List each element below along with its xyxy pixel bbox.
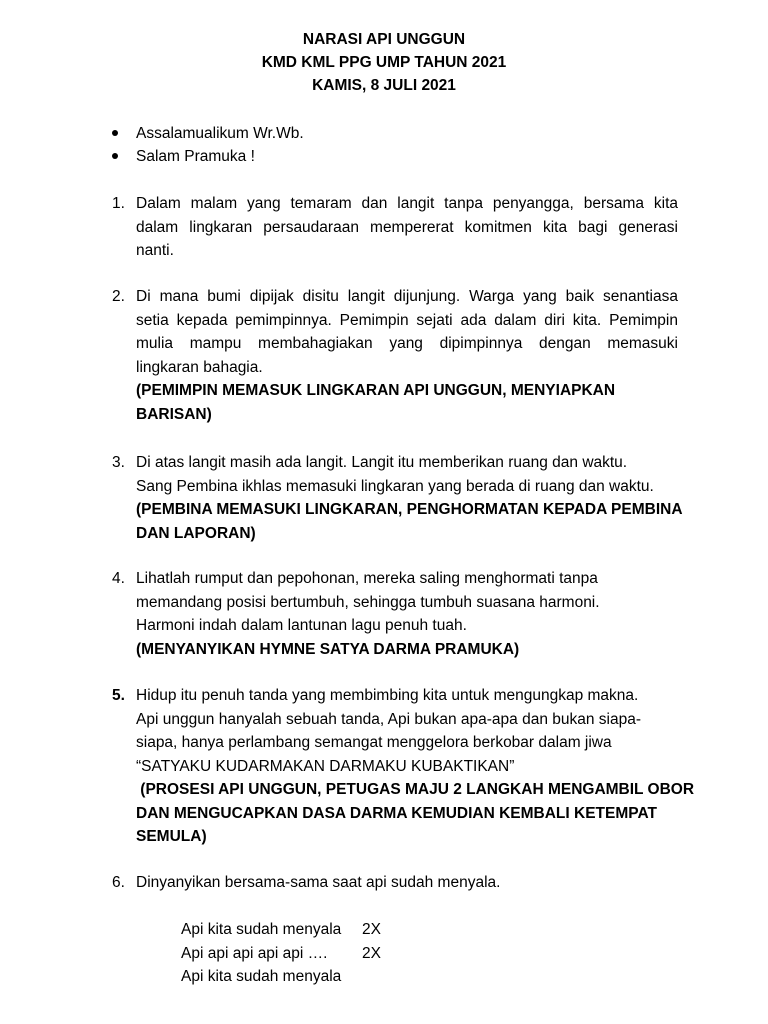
song-lyrics: [181, 918, 381, 989]
narration-line: dalam lingkaran persaudaraan mempererat komitmen kita bagi generasi: [136, 218, 678, 236]
item-body: [136, 285, 678, 426]
list-item: [112, 145, 672, 168]
bullet-icon: [112, 153, 118, 159]
stage-instruction: (MENYANYIKAN HYMNE SATYA DARMA PRAMUKA): [136, 640, 520, 658]
narration-line: Harmoni indah dalam lantunan lagu penuh tuah.: [136, 617, 467, 634]
lyric-text: Api api api api api ….: [181, 944, 328, 962]
narration-line: Di atas langit masih ada langit. Langit itu memberikan ruang dan waktu.: [136, 454, 628, 471]
narration-line: nanti.: [136, 242, 174, 259]
lyric-text: Api kita sudah menyala: [181, 921, 342, 938]
narration-line: Hidup itu penuh tanda yang membimbing kita untuk mengungkap makna.: [136, 687, 639, 704]
stage-instruction: (PEMBINA MEMASUKI LINGKARAN, PENGHORMATAN KEPADA PEMBINA: [136, 501, 683, 518]
greeting-list: [112, 122, 672, 168]
stage-instruction: DAN LAPORAN): [136, 524, 256, 542]
narration-line: Sang Pembina ikhlas memasuki lingkaran yang berada di ruang dan waktu.: [136, 477, 654, 495]
narration-line: memandang posisi bertumbuh, sehingga tumbuh suasana harmoni.: [136, 593, 600, 611]
item-number: 2.: [112, 288, 125, 305]
greeting-text: Salam Pramuka !: [136, 148, 255, 165]
lyric-line: [181, 942, 381, 966]
item-body: [136, 684, 695, 849]
stage-instruction: DAN MENGUCAPKAN DASA DARMA KEMUDIAN KEMBALI KETEMPAT: [136, 804, 657, 822]
item-number: 1.: [112, 195, 125, 212]
lyric-line: [181, 918, 381, 942]
item-body: [136, 451, 683, 545]
stage-instruction: SEMULA): [136, 828, 207, 845]
narration-line: Dinyanyikan bersama-sama saat api sudah menyala.: [136, 874, 501, 891]
repeat-mark: 2X: [362, 944, 381, 962]
item-body: [136, 192, 678, 263]
item-number: 6.: [112, 874, 125, 891]
narration-line: Dalam malam yang temaram dan langit tanpa penyangga, bersama kita: [136, 195, 678, 212]
item-number: 5.: [112, 687, 125, 704]
repeat-mark: 2X: [362, 921, 381, 938]
stage-instruction: (PEMIMPIN MEMASUK LINGKARAN API UNGGUN, MENYIAPKAN: [136, 382, 616, 399]
stage-instruction: BARISAN): [136, 405, 212, 423]
narration-line: siapa, hanya perlambang semangat menggelora berkobar dalam jiwa: [136, 734, 612, 751]
narration-line: Lihatlah rumput dan pepohonan, mereka saling menghormati tanpa: [136, 570, 598, 587]
narration-line: lingkaran bahagia.: [136, 358, 263, 376]
document-date: KAMIS, 8 JULI 2021: [312, 77, 456, 94]
item-body: [136, 567, 678, 661]
greeting-text: Assalamualikum Wr.Wb.: [136, 125, 304, 142]
stage-instruction: (PROSESI API UNGGUN, PETUGAS MAJU 2 LANGKAH MENGAMBIL OBOR: [136, 781, 695, 798]
item-number: 3.: [112, 454, 125, 471]
narration-line: Api unggun hanyalah sebuah tanda, Api bukan apa-apa dan bukan siapa-: [136, 710, 642, 728]
narration-line: “SATYAKU KUDARMAKAN DARMAKU KUBAKTIKAN”: [136, 757, 515, 775]
lyric-text: Api kita sudah menyala: [181, 968, 342, 985]
document-title: NARASI API UNGGUN: [302, 31, 466, 48]
document-subtitle: KMD KML PPG UMP TAHUN 2021: [261, 54, 507, 71]
bullet-icon: [112, 130, 118, 136]
item-body: [136, 871, 678, 895]
lyric-line: [181, 965, 341, 989]
document-header: [0, 28, 768, 97]
narration-line: Di mana bumi dipijak disitu langit dijunjung. Warga yang baik senantiasa: [136, 288, 678, 305]
narration-line: mulia mampu membahagiakan yang dipimpinnya dengan memasuki: [136, 335, 678, 352]
item-number: 4.: [112, 570, 125, 587]
narration-line: setia kepada pemimpinnya. Pemimpin sejati ada dalam diri kita. Pemimpin: [136, 311, 678, 329]
list-item: [112, 122, 672, 145]
